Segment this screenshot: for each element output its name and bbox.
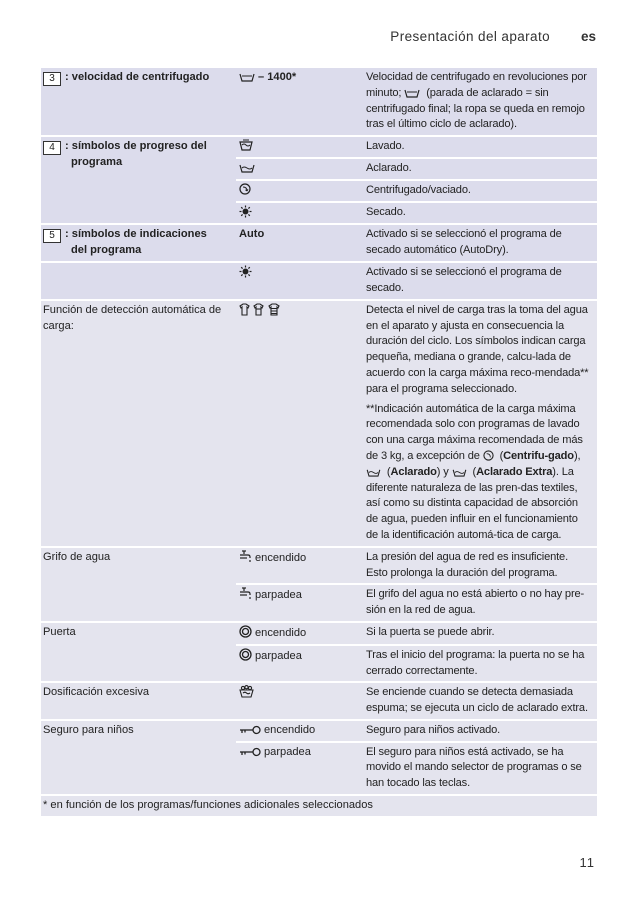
load-shirt-icon <box>239 303 283 316</box>
page-header <box>0 29 638 49</box>
dry-desc: Secado. <box>366 205 406 218</box>
rinse-tub-icon <box>239 163 255 173</box>
row-description-cont: (parada de aclarado = sin centrifugado final; la ropa se queda en remojo tras el último ciclo de aclarado). <box>366 86 585 131</box>
table-row <box>41 683 597 719</box>
wash-tub-icon <box>239 139 253 151</box>
tap-state-on: encendido <box>255 551 307 564</box>
spin-icon <box>239 183 251 195</box>
row-label-cont: del programa <box>71 244 142 257</box>
water-tap-icon <box>239 587 252 600</box>
table-row <box>41 301 597 546</box>
door-lock-icon <box>239 648 252 661</box>
lock-state-blink: parpadea <box>264 745 311 758</box>
spin-icon <box>483 450 494 461</box>
sun-dry-icon <box>239 205 252 218</box>
tap-blink-desc: El grifo del agua no está abierto o no hay pre-sión en la red de agua. <box>366 588 585 617</box>
load-desc: Detecta el nivel de carga tras la toma del agua en el aparato y ajusta en consecuencia la duración del ciclo. Los símbolos indican carga pequeña, mediana o grande, calcu-lada de acuerdo con la carga máxima reco-mendada** para el programa seleccionado. <box>366 303 589 395</box>
display-key: 4 <box>43 141 61 155</box>
tap-state-blink: parpadea <box>255 589 302 602</box>
row-label: : símbolos de progreso del <box>65 140 207 153</box>
door-on-desc: Si la puerta se puede abrir. <box>366 625 495 638</box>
table-row <box>41 548 597 584</box>
lock-blink-desc: El seguro para niños está activado, se ha movido el mando selector de programas o se han tocado las teclas. <box>366 745 582 790</box>
page-title: Presentación del aparato <box>390 29 550 44</box>
wash-desc: Lavado. <box>366 140 405 153</box>
row-label: Función de detección automática de carga: <box>43 303 222 332</box>
row-label: Dosificación excesiva <box>43 686 150 699</box>
door-lock-icon <box>239 625 252 638</box>
lock-on-desc: Seguro para niños activado. <box>366 723 501 736</box>
row-label: Puerta <box>43 625 76 638</box>
rinse-desc: Aclarado. <box>366 161 412 174</box>
footnote: * en función de los programas/funciones adicionales seleccionados <box>43 799 373 812</box>
table-row <box>41 225 597 261</box>
row-label: : velocidad de centrifugado <box>65 71 210 83</box>
sun-dry-icon <box>239 265 252 278</box>
door-blink-desc: Tras el inicio del programa: la puerta no se ha cerrado correctamente. <box>366 648 585 677</box>
auto-desc: Activado si se seleccionó el programa de secado automático (AutoDry). <box>366 228 562 257</box>
table-row <box>41 263 597 299</box>
spin-desc: Centrifugado/vaciado. <box>366 183 471 196</box>
table-row <box>41 623 597 644</box>
child-lock-key-icon <box>239 747 261 757</box>
page-number: 11 <box>579 855 595 870</box>
rinse-tub-icon <box>452 468 467 477</box>
rinse-tub-icon <box>366 468 381 477</box>
foam-desc: Se enciende cuando se detecta demasiada espuma; se ejecuta un ciclo de aclarado extra. <box>366 686 588 715</box>
lock-state-on: encendido <box>264 723 316 736</box>
table-row <box>41 721 597 741</box>
excess-foam-icon <box>239 685 254 698</box>
rinse-tub-icon <box>239 72 255 82</box>
spin-speed-value: – 1400* <box>258 71 297 83</box>
row-label-cont: programa <box>71 156 123 169</box>
door-state-blink: parpadea <box>255 649 302 662</box>
row-label: Seguro para niños <box>43 723 134 736</box>
language-code: es <box>580 29 596 44</box>
row-description: Velocidad de centrifugado en revoluciones por minuto; <box>366 71 587 99</box>
door-state-on: encendido <box>255 626 307 639</box>
child-lock-key-icon <box>239 725 261 735</box>
display-key: 5 <box>43 229 61 243</box>
table-row <box>41 68 597 135</box>
row-label: Grifo de agua <box>43 550 111 563</box>
auto-value: Auto <box>239 228 265 241</box>
load-note: **Indicación automática de la carga máxima recomendada solo con programas de lavado con una carga máxima recomendada de más de 3 kg, a excepción de (Centrifu-gado), (Aclarado) y (Aclarado Extra). La diferente naturaleza de las pren-das textiles, así como su distinta capacidad de absorción de agua, pueden influir en el funcionamiento de la identificación automá-tica de carga. <box>366 402 583 541</box>
table-row <box>41 796 597 816</box>
water-tap-icon <box>239 550 252 563</box>
rinse-tub-icon <box>404 88 420 98</box>
tap-on-desc: La presión del agua de red es insuficiente. Esto prolonga la duración del programa. <box>366 550 569 579</box>
row-label: : símbolos de indicaciones <box>65 228 207 241</box>
indicator-table <box>41 66 597 818</box>
dry-auto-desc: Activado si se seleccionó el programa de secado. <box>366 266 562 294</box>
display-key: 3 <box>43 72 61 86</box>
table-row <box>41 137 597 157</box>
